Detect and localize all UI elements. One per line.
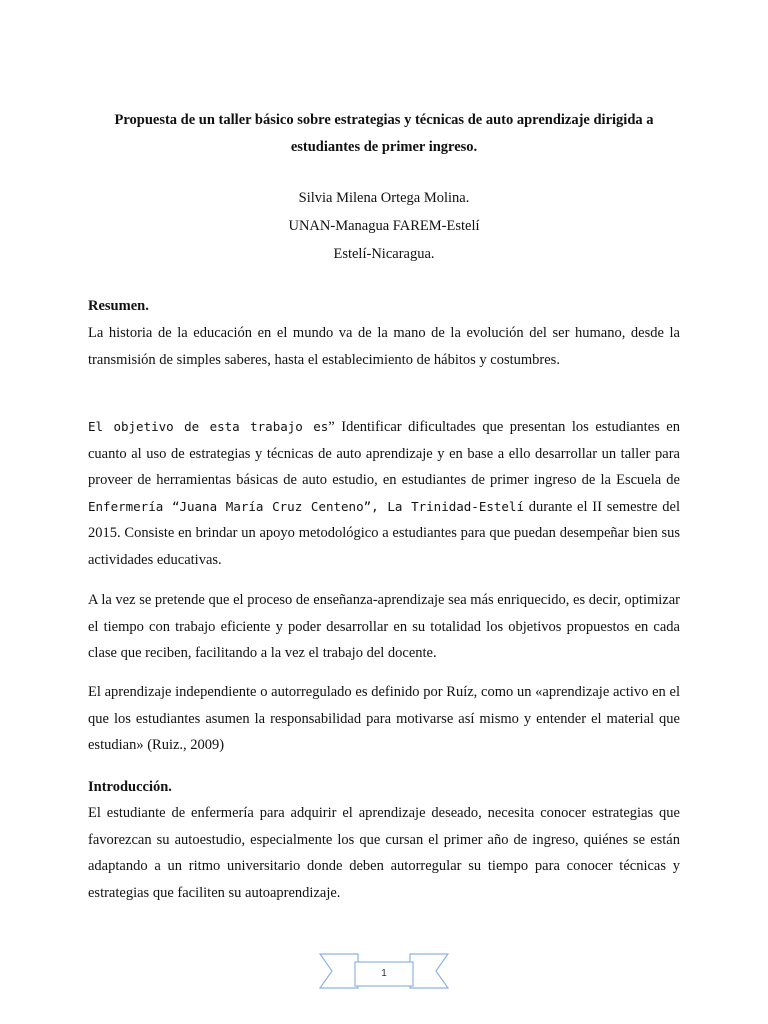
abstract-paragraph-2: [88, 414, 680, 574]
school-name: Enfermería “Juana María Cruz Centeno”, La Trinidad-Estelí: [88, 498, 524, 514]
location: Estelí-Nicaragua.: [333, 246, 435, 262]
author-name: Silvia Milena Ortega Molina.: [298, 190, 470, 206]
page-number: 1: [381, 968, 387, 979]
objective-text-1: ” Identificar dificultades que presentan los estudiantes en cuanto al uso de estrategias y técnicas de auto aprendizaje y en base a ello desarrollar un taller para proveer de herramientas básicas de auto estudio, en estudiantes de primer ingreso de la Escuela de: [88, 419, 680, 489]
document-title: Propuesta de un taller básico sobre estrategias y técnicas de auto aprendizaje dirigida a estudiantes de primer ingreso.: [114, 112, 654, 155]
objective-phrase: El objetivo de esta trabajo es: [88, 419, 329, 434]
abstract-paragraph-3: A la vez se pretende que el proceso de enseñanza-aprendizaje sea más enriquecido, es decir, optimizar el tiempo con trabajo eficiente y poder desarrollar en su totalidad los objetivos propuestos en cada clase que reciben, facilitando a la vez el trabajo del docente.: [88, 592, 680, 662]
objective-text-2: durante el II semestre del 2015. Consiste en brindar un apoyo metodológico a estudiantes para que puedan desempeñar bien sus actividades educativas.: [88, 498, 680, 568]
introduction-paragraph-1: El estudiante de enfermería para adquirir el aprendizaje deseado, necesita conocer estrategias que favorezcan su autoestudio, especialmente los que cursan el primer año de ingreso, quiénes se están adaptando a un ritmo universitario donde deben autorregular su tiempo para conocer técnicas y estrategias que faciliten su autoaprendizaje.: [88, 805, 680, 901]
institution: UNAN-Managua FAREM-Estelí: [288, 218, 480, 234]
abstract-paragraph-4: El aprendizaje independiente o autorregulado es definido por Ruíz, como un «aprendizaje activo en el que los estudiantes asumen la responsabilidad para motivarse así mismo y entender el material que estudian» (Ruiz., 2009): [88, 684, 680, 754]
abstract-heading: Resumen.: [88, 298, 149, 314]
abstract-paragraph-1: La historia de la educación en el mundo va de la mano de la evolución del ser humano, desde la transmisión de simples saberes, hasta el establecimiento de hábitos y costumbres.: [88, 325, 680, 368]
introduction-heading: Introducción.: [88, 779, 172, 795]
